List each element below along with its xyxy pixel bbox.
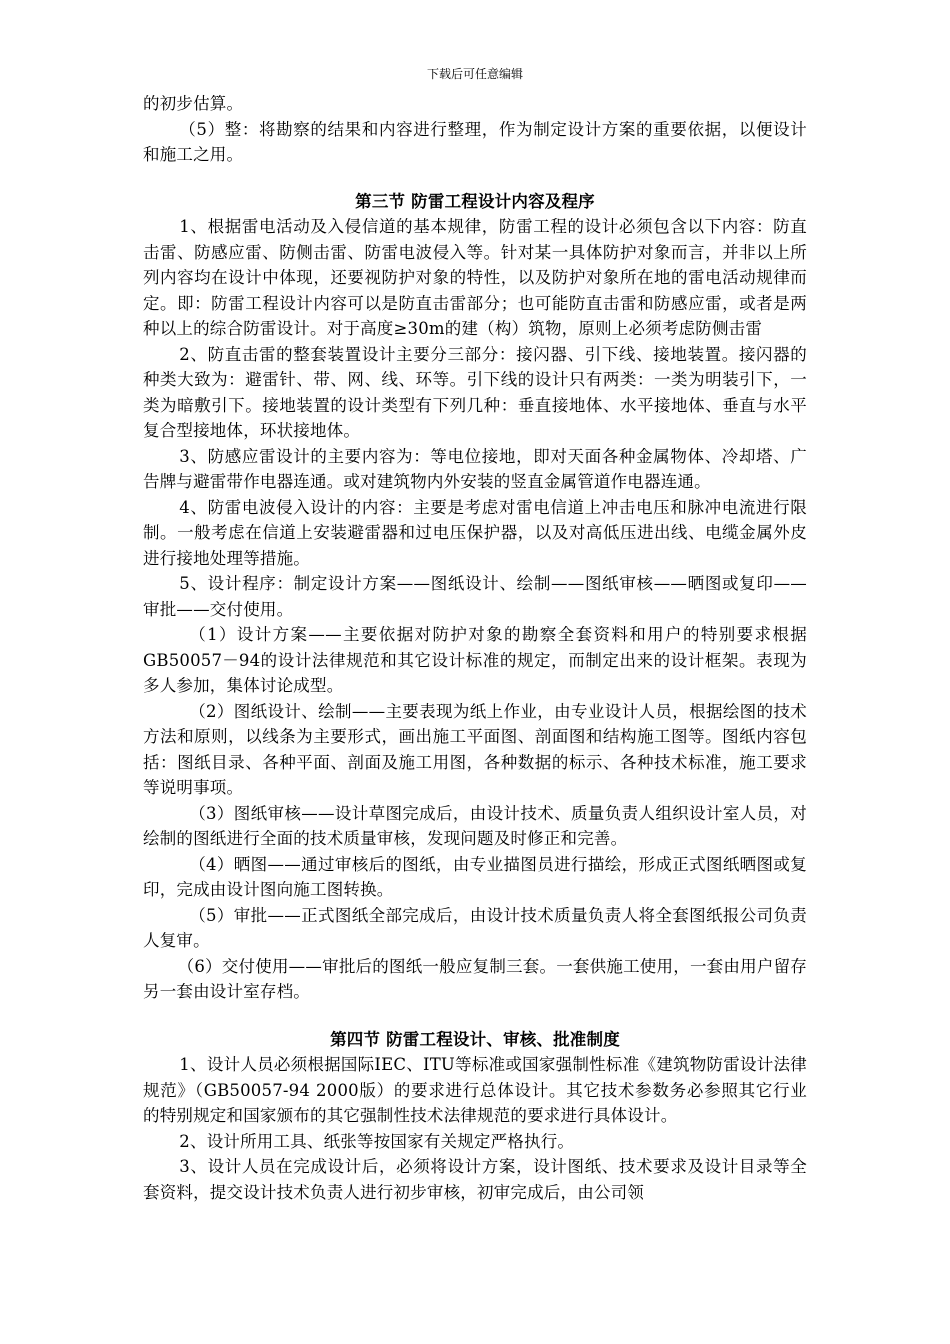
section-3-title: 第三节 防雷工程设计内容及程序 — [355, 191, 595, 211]
document-body — [143, 91, 807, 1205]
spacer — [143, 1005, 807, 1027]
spacer — [143, 168, 807, 189]
section-3-paragraph-2: 2、防直击雷的整套装置设计主要分三部分：接闪器、引下线、接地装置。接闪器的种类大致为：避雷针、带、网、线、环等。引下线的设计只有两类：一类为明装引下，一类为暗敷引下。接地装置的设计类型有下列几种：垂直接地体、水平接地体、垂直与水平复合型接地体，环状接地体。 — [143, 344, 807, 440]
design-step-4: （4）晒图——通过审核后的图纸，由专业描图员进行描绘，形成正式图纸晒图或复印，完成由设计图向施工图转换。 — [143, 854, 807, 899]
section-4-title: 第四节 防雷工程设计、审核、批准制度 — [330, 1029, 620, 1049]
design-step-2: （2）图纸设计、绘制——主要表现为纸上作业，由专业设计人员，根据绘图的技术方法和原则，以线条为主要形式，画出施工平面图、剖面图和结构施工图等。图纸内容包括：图纸目录、各种平面、剖面及施工用图，各种数据的标示、各种技术标准，施工要求等说明事项。 — [143, 701, 807, 797]
section-3-paragraph-3: 3、防感应雷设计的主要内容为：等电位接地，即对天面各种金属物体、冷却塔、广告牌与避雷带作电器连通。或对建筑物内外安装的竖直金属管道作电器连通。 — [143, 446, 807, 491]
section-3-paragraph-5: 5、设计程序：制定设计方案——图纸设计、绘制——图纸审核——晒图或复印——审批——交付使用。 — [143, 574, 807, 619]
design-step-5: （5）审批——正式图纸全部完成后，由设计技术质量负责人将全套图纸报公司负责人复审。 — [143, 905, 807, 950]
section-4-paragraph-3: 3、设计人员在完成设计后，必须将设计方案，设计图纸、技术要求及设计目录等全套资料，提交设计技术负责人进行初步审核，初审完成后，由公司领 — [143, 1157, 807, 1202]
section-4-paragraph-2: 2、设计所用工具、纸张等按国家有关规定严格执行。 — [179, 1131, 575, 1151]
section-3-paragraph-1: 1、根据雷电活动及入侵信道的基本规律，防雷工程的设计必须包含以下内容：防直击雷、防感应雷、防侧击雷、防雷电波侵入等。针对某一具体防护对象而言，并非以上所列内容均在设计中体现，还要视防护对象的特性，以及防护对象所在地的雷电活动规律而定。即：防雷工程设计内容可以是防直击雷部分；也可能防直击雷和防感应雷，或者是两种以上的综合防雷设计。对于高度≥30m的建（构）筑物，原则上必须考虑防侧击雷 — [143, 217, 807, 338]
design-step-6: （6）交付使用——审批后的图纸一般应复制三套。一套供施工使用，一套由用户留存另一套由设计室存档。 — [143, 956, 807, 1001]
design-step-1: （1）设计方案——主要依据对防护对象的勘察全套资料和用户的特别要求根据GB50057－94的设计法律规范和其它设计标准的规定，而制定出来的设计框架。表现为多人参加，集体讨论成型。 — [143, 625, 807, 695]
intro-paragraph-1: 的初步估算。 — [143, 94, 244, 113]
section-3-paragraph-4: 4、防雷电波侵入设计的内容：主要是考虑对雷电信道上冲击电压和脉冲电流进行限制。一般考虑在信道上安装避雷器和过电压保护器，以及对高低压进出线、电缆金属外皮进行接地处理等措施。 — [143, 497, 807, 568]
section-4-paragraph-1: 1、设计人员必须根据国际IEC、ITU等标准或国家强制性标准《建筑物防雷设计法律规范》（GB50057-94 2000版）的要求进行总体设计。其它技术参数务必参照其它行业的特别规定和国家颁布的其它强制性技术法律规范的要求进行具体设计。 — [143, 1055, 807, 1125]
design-step-3: （3）图纸审核——设计草图完成后，由设计技术、质量负责人组织设计室人员，对绘制的图纸进行全面的技术质量审核，发现问题及时修正和完善。 — [143, 803, 807, 848]
intro-paragraph-2: （5）整：将勘察的结果和内容进行整理，作为制定设计方案的重要依据，以便设计和施工之用。 — [143, 119, 807, 164]
page-header: 下载后可任意编辑 — [426, 67, 523, 81]
